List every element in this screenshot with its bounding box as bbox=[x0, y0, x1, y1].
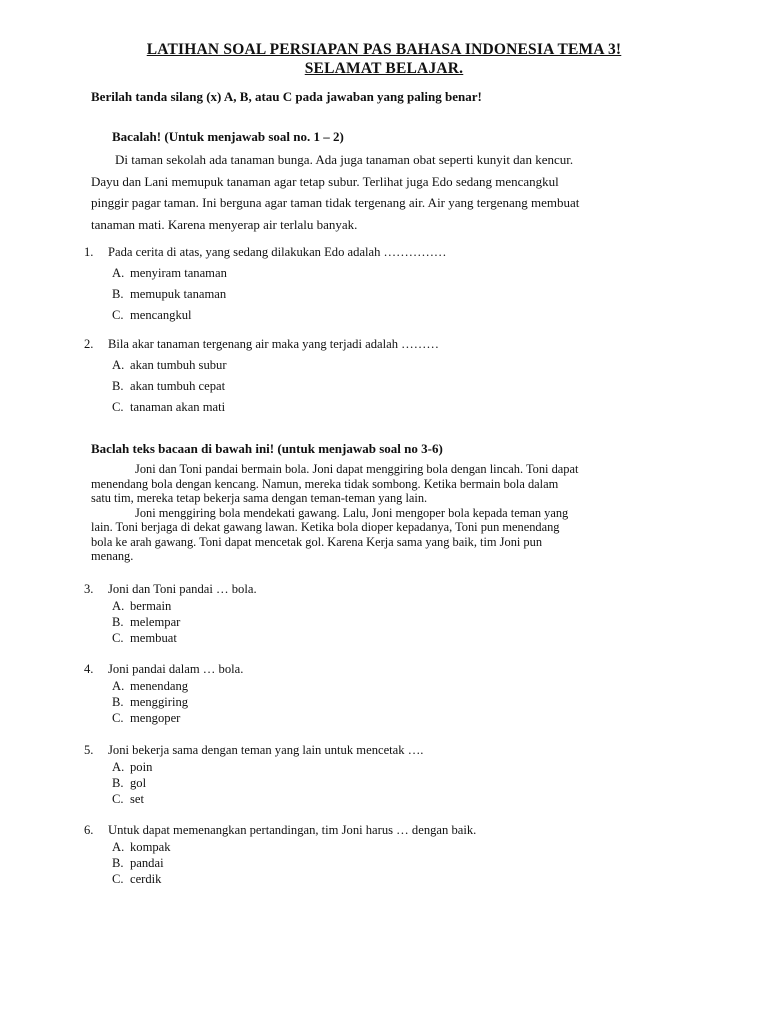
passage-line: pinggir pagar taman. Ini berguna agar taman tidak tergenang air. Air yang tergenang membuat bbox=[91, 195, 580, 210]
passage-paragraph-1 bbox=[91, 462, 691, 506]
option-letter: A. bbox=[112, 840, 125, 854]
option-text: mengoper bbox=[130, 711, 181, 725]
option-letter: C. bbox=[112, 631, 124, 645]
option-text: set bbox=[130, 792, 144, 806]
question-3 bbox=[84, 581, 257, 646]
question-5 bbox=[84, 742, 423, 807]
option-text: menyiram tanaman bbox=[130, 266, 227, 280]
answer-option[interactable] bbox=[84, 775, 423, 791]
option-letter: C. bbox=[112, 308, 124, 322]
option-letter: A. bbox=[112, 266, 125, 280]
option-letter: B. bbox=[112, 856, 124, 870]
passage-line: lain. Toni berjaga di dekat gawang lawan. Ketika bola dioper kepadanya, Toni pun menendang bbox=[91, 520, 560, 534]
option-text: mencangkul bbox=[130, 308, 192, 322]
section2-heading: Baclah teks bacaan di bawah ini! (untuk menjawab soal no 3-6) bbox=[91, 441, 443, 456]
section2-passage bbox=[91, 462, 691, 564]
option-letter: B. bbox=[112, 287, 124, 301]
question-text: Joni pandai dalam … bola. bbox=[108, 662, 244, 676]
section1-heading: Bacalah! (Untuk menjawab soal no. 1 – 2) bbox=[112, 129, 344, 144]
passage-line: Joni dan Toni pandai bermain bola. Joni dapat menggiring bola dengan lincah. Toni dapat bbox=[135, 462, 579, 476]
option-text: melempar bbox=[130, 615, 181, 629]
question-number: 6. bbox=[84, 823, 94, 837]
passage-line: tanaman mati. Karena menyerap air terlalu banyak. bbox=[91, 216, 358, 232]
answer-option[interactable] bbox=[84, 759, 423, 775]
passage-line: Joni menggiring bola mendekati gawang. Lalu, Joni mengoper bola kepada teman yang bbox=[135, 505, 569, 520]
option-letter: A. bbox=[112, 679, 125, 693]
answer-option[interactable] bbox=[84, 397, 439, 418]
option-text: poin bbox=[130, 760, 153, 774]
section1-passage bbox=[91, 149, 691, 235]
option-text: menggiring bbox=[130, 695, 189, 709]
option-letter: A. bbox=[112, 358, 125, 372]
answer-option[interactable] bbox=[84, 614, 257, 630]
question-number: 4. bbox=[84, 662, 94, 676]
option-letter: C. bbox=[112, 400, 124, 414]
question-text: Joni bekerja sama dengan teman yang lain untuk mencetak …. bbox=[108, 743, 424, 757]
option-letter: B. bbox=[112, 615, 124, 629]
answer-option[interactable] bbox=[84, 263, 447, 284]
answer-option[interactable] bbox=[84, 305, 447, 326]
option-text: kompak bbox=[130, 840, 171, 854]
answer-option[interactable] bbox=[84, 598, 257, 614]
question-text: Pada cerita di atas, yang sedang dilakukan Edo adalah …………… bbox=[108, 245, 447, 259]
option-letter: A. bbox=[112, 760, 125, 774]
passage-line: bola ke arah gawang. Toni dapat mencetak gol. Karena Kerja sama yang baik, tim Joni pun bbox=[91, 534, 543, 549]
option-text: akan tumbuh cepat bbox=[130, 379, 226, 393]
question-number: 2. bbox=[84, 337, 94, 351]
option-text: membuat bbox=[130, 631, 177, 645]
answer-option[interactable] bbox=[84, 376, 439, 397]
question-number: 1. bbox=[84, 245, 94, 259]
option-letter: A. bbox=[112, 599, 125, 613]
question-number: 5. bbox=[84, 743, 94, 757]
option-text: memupuk tanaman bbox=[130, 287, 227, 301]
question-6 bbox=[84, 822, 476, 887]
option-letter: C. bbox=[112, 872, 124, 886]
answer-option[interactable] bbox=[84, 630, 257, 646]
option-text: bermain bbox=[130, 599, 172, 613]
option-text: tanaman akan mati bbox=[130, 400, 226, 414]
answer-option[interactable] bbox=[84, 694, 243, 710]
option-letter: C. bbox=[112, 792, 124, 806]
option-text: cerdik bbox=[130, 872, 162, 886]
instruction-text: Berilah tanda silang (x) A, B, atau C pada jawaban yang paling benar! bbox=[91, 89, 482, 104]
passage-line: menang. bbox=[91, 549, 134, 563]
question-text: Bila akar tanaman tergenang air maka yang terjadi adalah ……… bbox=[108, 337, 439, 351]
passage-line: menendang bola dengan kencang. Namun, mereka tidak sombong. Ketika bermain bola dalam bbox=[91, 476, 559, 491]
answer-option[interactable] bbox=[84, 678, 243, 694]
option-text: pandai bbox=[130, 856, 164, 870]
answer-option[interactable] bbox=[84, 355, 439, 376]
option-text: gol bbox=[130, 776, 147, 790]
question-text: Untuk dapat memenangkan pertandingan, tim Joni harus … dengan baik. bbox=[108, 823, 477, 837]
passage-line: satu tim, mereka tetap bekerja sama dengan teman-teman yang lain. bbox=[91, 491, 428, 505]
option-letter: C. bbox=[112, 711, 124, 725]
answer-option[interactable] bbox=[84, 710, 243, 726]
question-2 bbox=[84, 334, 439, 418]
option-text: menendang bbox=[130, 679, 189, 693]
question-1 bbox=[84, 242, 447, 326]
option-letter: B. bbox=[112, 776, 124, 790]
answer-option[interactable] bbox=[84, 855, 476, 871]
passage-paragraph-2 bbox=[91, 506, 691, 564]
passage-line: Dayu dan Lani memupuk tanaman agar tetap subur. Terlihat juga Edo sedang mencangkul bbox=[91, 173, 559, 189]
answer-option[interactable] bbox=[84, 284, 447, 305]
question-number: 3. bbox=[84, 582, 94, 596]
option-text: akan tumbuh subur bbox=[130, 358, 227, 372]
question-text: Joni dan Toni pandai … bola. bbox=[108, 582, 257, 596]
answer-option[interactable] bbox=[84, 871, 476, 887]
question-4 bbox=[84, 661, 243, 726]
passage-line: Di taman sekolah ada tanaman bunga. Ada juga tanaman obat seperti kunyit dan kencur. bbox=[115, 152, 574, 167]
answer-option[interactable] bbox=[84, 791, 423, 807]
option-letter: B. bbox=[112, 695, 124, 709]
document-title-line-2: SELAMAT BELAJAR. bbox=[304, 60, 464, 77]
document-title-line-1: LATIHAN SOAL PERSIAPAN PAS BAHASA INDONESIA TEMA 3! bbox=[146, 41, 622, 58]
option-letter: B. bbox=[112, 379, 124, 393]
answer-option[interactable] bbox=[84, 839, 476, 855]
